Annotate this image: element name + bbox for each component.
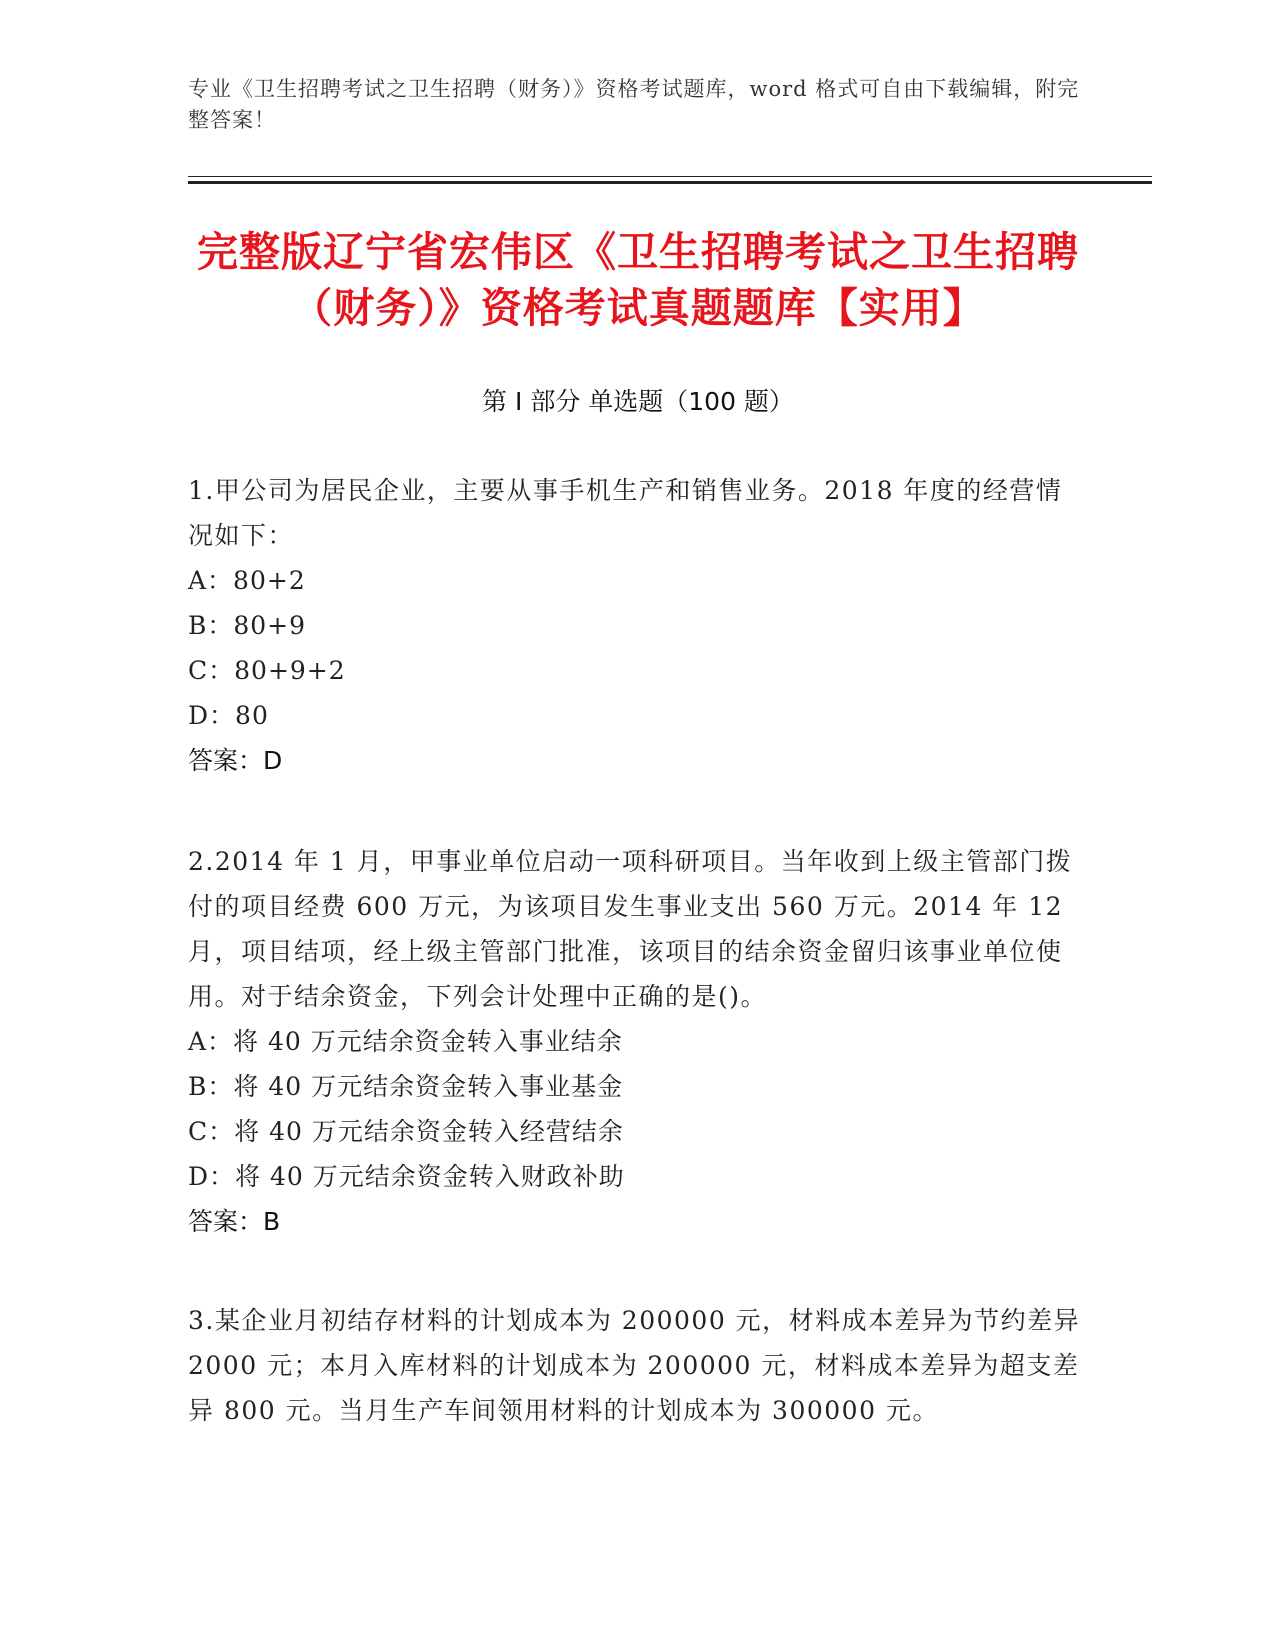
option-a: A：将 40 万元结余资金转入事业结余 — [188, 1027, 623, 1056]
option-d: D：将 40 万元结余资金转入财政补助 — [188, 1162, 625, 1191]
option-d: D：80 — [188, 701, 269, 730]
question-stem: 1.甲公司为居民企业，主要从事手机生产和销售业务。2018 年度的经营情况如下： — [188, 476, 1063, 550]
option-c: C：将 40 万元结余资金转入经营结余 — [188, 1117, 624, 1146]
document-title: 完整版辽宁省宏伟区《卫生招聘考试之卫生招聘（财务）》资格考试真题题库【实用】 — [197, 228, 1079, 332]
question-block — [188, 1298, 1083, 1433]
option-b: B：80+9 — [188, 611, 307, 640]
question-stem: 2.2014 年 1 月，甲事业单位启动一项科研项目。当年收到上级主管部门拨付的项目经费 600 万元，为该项目发生事业支出 560 万元。2014 年 12 月，项目结项，经上级主管部门批准，该项目的结余资金留归该事业单位使用。对于结余资金，下列会计处理中正确的是()。 — [188, 847, 1073, 1011]
option-c: C：80+9+2 — [188, 656, 346, 685]
answer-line: 答案：D — [188, 746, 283, 775]
question-stem: 3.某企业月初结存材料的计划成本为 200000 元，材料成本差异为节约差异 2000 元；本月入库材料的计划成本为 200000 元，材料成本差异为超支差异 800 元。当月生产车间领用材料的计划成本为 300000 元。 — [188, 1306, 1081, 1425]
answer-line: 答案：B — [188, 1207, 281, 1236]
header-divider-thick — [188, 181, 1152, 184]
question-block — [188, 468, 1083, 783]
section-heading: 第 I 部分 单选题（100 题） — [482, 387, 794, 416]
header-note: 专业《卫生招聘考试之卫生招聘（财务）》资格考试题库，word 格式可自由下载编辑，附完整答案！ — [188, 77, 1080, 132]
option-a: A：80+2 — [188, 566, 306, 595]
question-block — [188, 839, 1083, 1244]
option-b: B：将 40 万元结余资金转入事业基金 — [188, 1072, 624, 1101]
header-divider-thin — [188, 176, 1152, 177]
